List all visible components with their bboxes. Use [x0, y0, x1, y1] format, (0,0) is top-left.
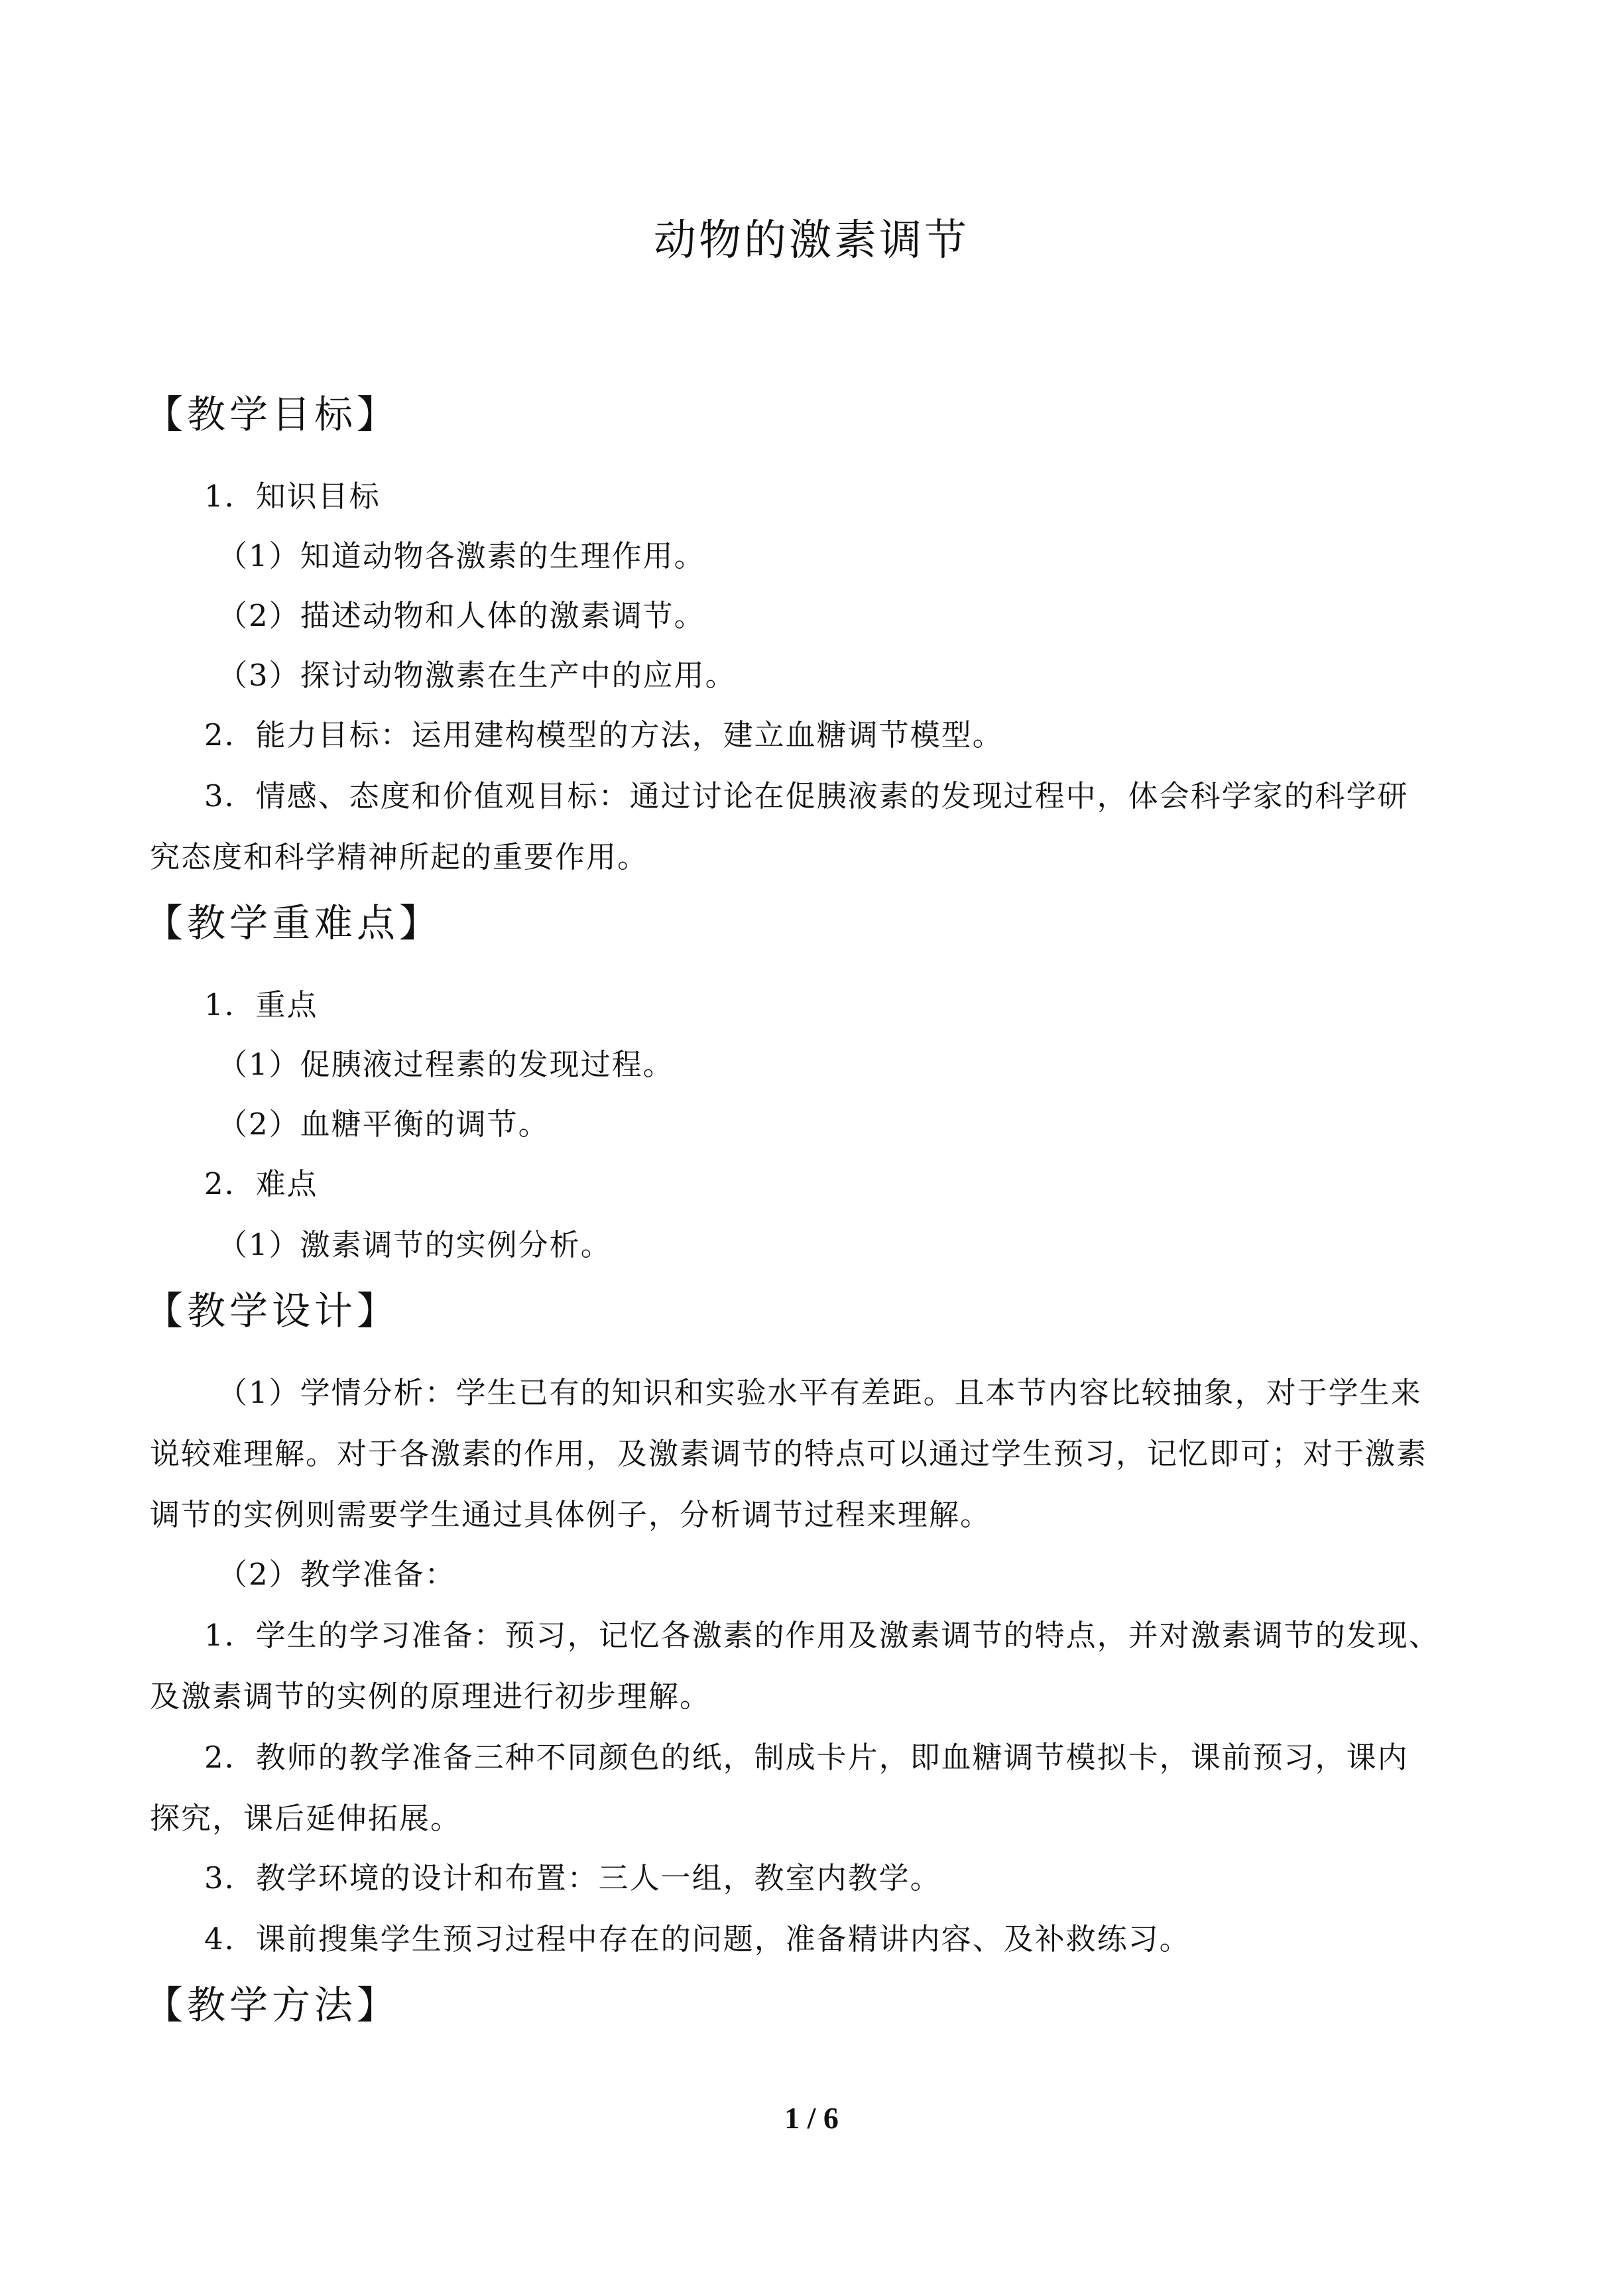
preparation-title: （2）教学准备： — [217, 1557, 456, 1592]
knowledge-objective-2: （2）描述动物和人体的激素调节。 — [217, 598, 705, 633]
teacher-prep-line2: 探究，课后延伸拓展。 — [150, 1801, 462, 1836]
environment-prep: 3．教学环境的设计和布置：三人一组，教室内教学。 — [204, 1860, 941, 1896]
key-point-2: （2）血糖平衡的调节。 — [217, 1107, 550, 1142]
knowledge-objective-1: （1）知道动物各激素的生理作用。 — [217, 538, 705, 574]
knowledge-objective-3: （3）探讨动物激素在生产中的应用。 — [217, 658, 737, 693]
teacher-prep-line1: 2．教师的教学准备三种不同颜色的纸，制成卡片，即血糖调节模拟卡，课前预习，课内 — [204, 1740, 1409, 1775]
page-number: 1 / 6 — [784, 2101, 839, 2135]
student-prep-line1: 1．学生的学习准备：预习，记忆各激素的作用及激素调节的特点，并对激素调节的发现、 — [204, 1618, 1440, 1653]
knowledge-objective-title: 1．知识目标 — [204, 479, 381, 514]
key-point-1: （1）促胰液过程素的发现过程。 — [217, 1047, 674, 1082]
page-title: 动物的激素调节 — [654, 216, 969, 265]
key-point-title: 1．重点 — [204, 987, 318, 1022]
learner-analysis-line1: （1）学情分析：学生已有的知识和实验水平有差距。且本节内容比较抽象，对于学生来 — [217, 1375, 1422, 1410]
learner-analysis-line3: 调节的实例则需要学生通过具体例子，分析调节过程来理解。 — [150, 1497, 992, 1532]
section-heading-design: 【教学设计】 — [145, 1288, 400, 1333]
emotion-objective-line1: 3．情感、态度和价值观目标：通过讨论在促胰液素的发现过程中，体会科学家的科学研 — [204, 778, 1409, 814]
learner-analysis-line2: 说较难理解。对于各激素的作用，及激素调节的特点可以通过学生预习，记忆即可；对于激素 — [150, 1436, 1428, 1471]
section-heading-keypoints: 【教学重难点】 — [145, 900, 442, 945]
difficulty-title: 2．难点 — [204, 1166, 318, 1201]
section-heading-objectives: 【教学目标】 — [145, 392, 400, 437]
emotion-objective-line2: 究态度和科学精神所起的重要作用。 — [150, 839, 649, 875]
difficulty-1: （1）激素调节的实例分析。 — [217, 1227, 612, 1262]
question-collection: 4．课前搜集学生预习过程中存在的问题，准备精讲内容、及补救练习。 — [204, 1921, 1191, 1957]
ability-objective: 2．能力目标：运用建构模型的方法，建立血糖调节模型。 — [204, 717, 1004, 753]
student-prep-line2: 及激素调节的实例的原理进行初步理解。 — [150, 1679, 711, 1714]
section-heading-methods: 【教学方法】 — [145, 1982, 400, 2027]
